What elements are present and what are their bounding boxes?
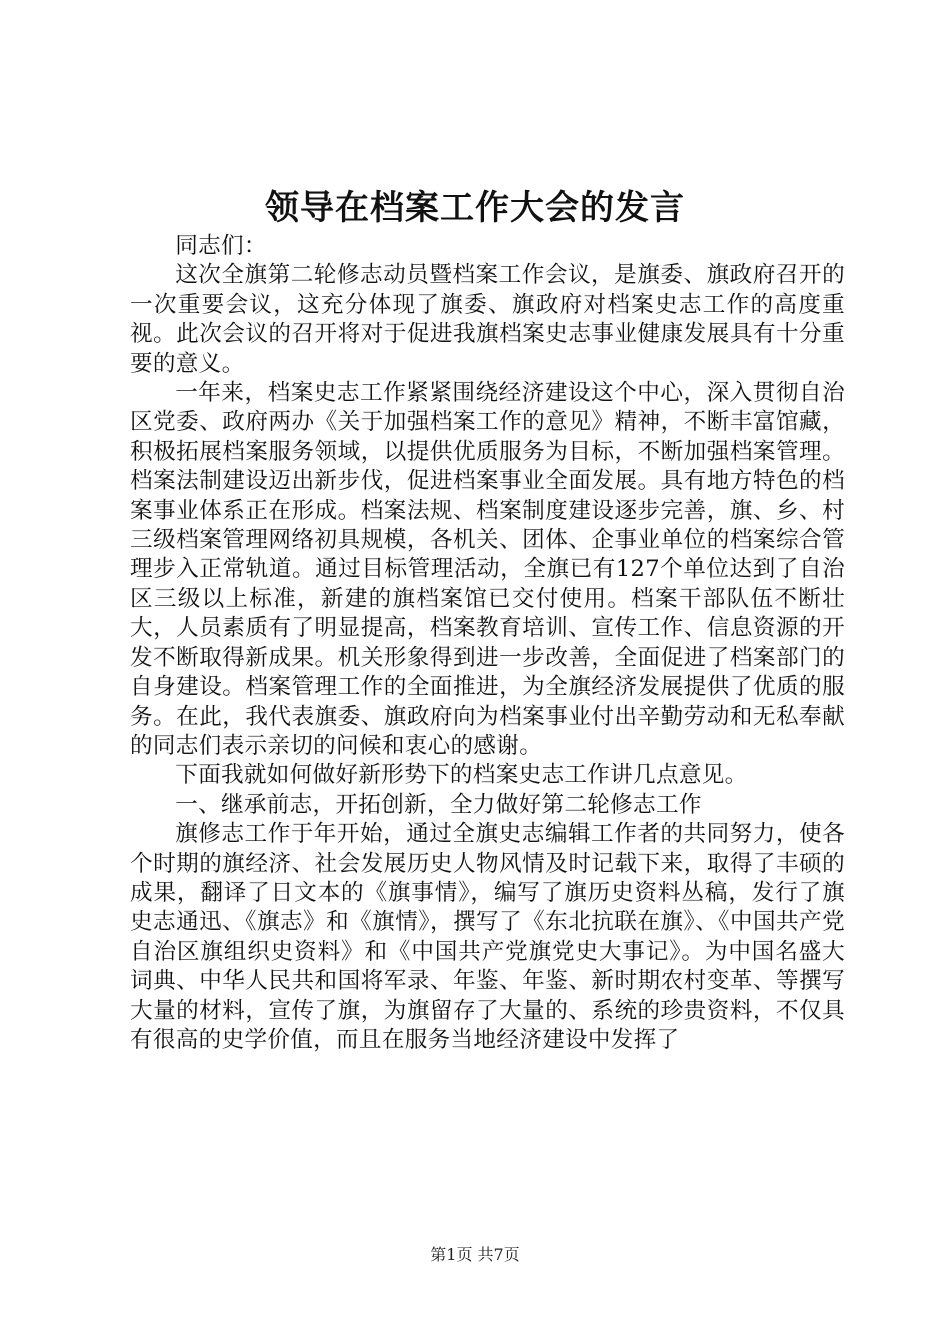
page-footer: 第1页 共7页 — [430, 1245, 520, 1264]
body-paragraph: 这次全旗第二轮修志动员暨档案工作会议，是旗委、旗政府召开的一次重要会议，这充分体现了旗委、旗政府对档案史志工作的高度重视。此次会议的召开将对于促进我旗档案史志事业健康发展具有十分重要的意义。 — [130, 262, 845, 377]
section-heading: 一、继承前志，开拓创新，全力做好第二轮修志工作 — [175, 791, 702, 818]
body-paragraph: 一年来，档案史志工作紧紧围绕经济建设这个中心，深入贯彻自治区党委、政府两办《关于加强档案工作的意见》精神，不断丰富馆藏，积极拓展档案服务领域，以提供优质服务为目标，不断加强档案管理。档案法制建设迈出新步伐，促进档案事业全面发展。具有地方特色的档案事业体系正在形成。档案法规、档案制度建设逐步完善，旗、乡、村三级档案管理网络初具规模，各机关、团体、企事业单位的档案综合管理步入正常轨道。通过目标管理活动，全旗已有127个单位达到了自治区三级以上标准，新建的旗档案馆已交付使用。档案干部队伍不断壮大，人员素质有了明显提高，档案教育培训、宣传工作、信息资源的开发不断取得新成果。机关形象得到进一步改善，全面促进了档案部门的自身建设。档案管理工作的全面推进，为全旗经济发展提供了优质的服务。在此，我代表旗委、旗政府向为档案事业付出辛勤劳动和无私奉献的同志们表示亲切的问候和衷心的感谢。 — [130, 380, 845, 759]
body-paragraph: 下面我就如何做好新形势下的档案史志工作讲几点意见。 — [175, 762, 748, 789]
document-title: 领导在档案工作大会的发言 — [265, 188, 685, 228]
salutation-paragraph: 同志们： — [175, 233, 267, 259]
document-body — [130, 232, 845, 1055]
body-paragraph: 旗修志工作于年开始，通过全旗史志编辑工作者的共同努力，使各个时期的旗经济、社会发展历史人物风情及时记载下来，取得了丰硕的成果，翻译了日文本的《旗事情》，编写了旗历史资料丛稿，发行了旗史志通迅、《旗志》和《旗情》，撰写了《东北抗联在旗》、《中国共产党自治区旗组织史资料》和《中国共产党旗党史大事记》。为中国名盛大词典、中华人民共和国将军录、年鉴、年鉴、新时期农村变革、等撰写大量的材料，宣传了旗，为旗留存了大量的、系统的珍贵资料，不仅具有很高的史学价值，而且在服务当地经济建设中发挥了 — [130, 821, 845, 1053]
